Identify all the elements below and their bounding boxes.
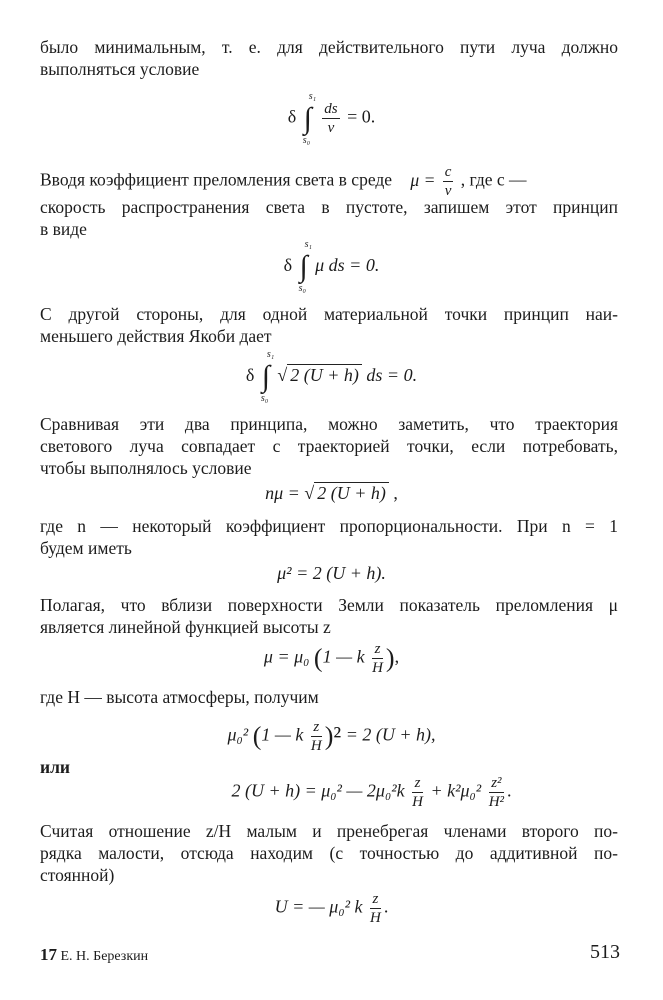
signature-mark [40,945,148,965]
equation-rhs: = 0. [347,106,376,127]
upper-limit: s₁ [308,90,317,102]
text-line: стоянной) [40,865,115,885]
equation-term: 1 — k [322,646,365,667]
delta-symbol: δ [287,106,297,127]
equation-tail: . [507,780,512,801]
text-line: меньшего действия Якоби дает [40,326,272,346]
equation-lhs: U = — μ₀² k [274,896,363,917]
equation-tail: , [393,483,398,503]
open-paren: ( [252,721,262,751]
numerator: z [372,640,383,659]
fraction [370,890,381,927]
fraction [443,163,454,200]
fraction [489,774,504,811]
denominator: v [327,120,335,136]
mu-def-lhs: μ = [410,169,436,190]
equation-lhs: μ = μ₀ [263,646,310,667]
numerator: z [412,774,423,793]
denominator: H² [488,794,505,810]
signature-number: 17 [40,945,57,964]
equation-tail: ds = 0. [366,365,418,386]
equation-9 [0,890,663,927]
equation-tail: . [383,896,389,917]
denominator: H [370,910,381,926]
text-line: Полагая, что вблизи поверхности Земли показатель преломления μ [40,595,618,615]
text-line: светового луча совпадает с траекторией точки, если потребовать, [40,436,618,456]
delta-symbol: δ [283,255,293,276]
paragraph-9 [40,820,618,886]
text-line: Сравнивая эти два принципа, можно заметить, что траектория [40,414,618,434]
equation-term: + k²μ₀² [430,780,482,801]
square-root [277,365,362,386]
lower-limit: s₀ [260,393,269,404]
text-line: является линейной функцией высоты z [40,617,331,637]
denominator: H [412,794,423,810]
paragraph-6 [40,594,618,638]
text-line: Считая отношение z/H малым и пренебрегая членами второго по- [40,821,618,841]
lower-limit: s₀ [302,134,311,146]
equation-3 [0,349,663,404]
radicand: 2 (U + h) [314,482,389,503]
numerator: ds [324,101,338,117]
equation-body: μ ds = 0. [315,255,380,276]
fraction [311,718,322,755]
numerator: z [311,718,322,737]
paragraph-2 [40,196,618,240]
integral-sign: ∫ s₁ s₀ [260,349,275,404]
fraction [412,774,423,811]
text-line: чтобы выполнялось условие [40,458,252,478]
root-sign: √ [304,483,315,503]
equation-7 [0,718,663,755]
square-root [304,483,389,504]
upper-limit: s₁ [266,349,275,360]
fraction [322,100,339,137]
equation-4 [0,483,663,504]
upper-limit: s₁ [304,239,313,250]
paragraph-2-intro [40,163,618,200]
equation-tail: = 2 (U + h), [345,724,436,745]
text-line: С другой стороны, для одной материальной точки принцип наи- [40,304,618,324]
equation-lhs: nμ = [265,483,300,503]
denominator: H [372,660,383,676]
text-line: было минимальным, т. е. для действительного пути луча должно [40,37,618,57]
delta-symbol: δ [245,365,255,386]
fraction [372,640,383,677]
numerator: z [370,890,381,909]
radicand: 2 (U + h) [287,364,362,385]
equation-2 [0,239,663,294]
denominator: v [444,183,452,199]
equation-tail: , [394,646,400,667]
lower-limit: s₀ [298,283,307,294]
denominator: H [310,738,322,754]
text-line: выполняться условие [40,59,200,79]
paragraph-5 [40,515,618,559]
equation-lhs: 2 (U + h) = μ₀² — 2μ₀²k [231,780,405,801]
paragraph-3 [40,303,618,347]
close-paren: )² [324,721,342,751]
page-number: 513 [590,941,620,963]
text-line: скорость распространения света в пустоте, запишем этот принцип [40,197,618,217]
equation-1 [0,90,663,146]
text-line: в виде [40,219,87,239]
paragraph-7 [40,686,618,708]
equation-8 [40,774,663,811]
equation-lhs: μ₀² [227,724,249,745]
text-fragment: , где c — [460,169,527,190]
text-line: рядка малости, отсюда находим (с точностью до аддитивной по- [40,843,618,863]
close-paren: ) [385,643,395,673]
integral-sign: ∫ s₁ s₀ [298,239,313,294]
equation-5 [0,563,663,584]
equation-6 [0,640,663,677]
equation-body: μ² = 2 (U + h). [277,563,386,583]
paragraph-4 [40,413,618,479]
equation-term: 1 — k [261,724,304,745]
integral-sign: ∫ s₁ s₀ [302,90,317,146]
numerator: c [444,164,452,180]
signature-text: Е. Н. Березкин [60,949,149,964]
text-fragment: Вводя коэффициент преломления света в среде [40,169,393,190]
open-paren: ( [313,643,323,673]
root-sign: √ [277,365,288,386]
text-line: где H — высота атмосферы, получим [40,687,319,707]
paragraph-1 [40,36,618,80]
text-line: будем иметь [40,538,132,558]
text-line: или [40,757,70,777]
text-line: где n — некоторый коэффициент пропорциональности. При n = 1 [40,516,618,536]
numerator: z² [489,774,504,793]
